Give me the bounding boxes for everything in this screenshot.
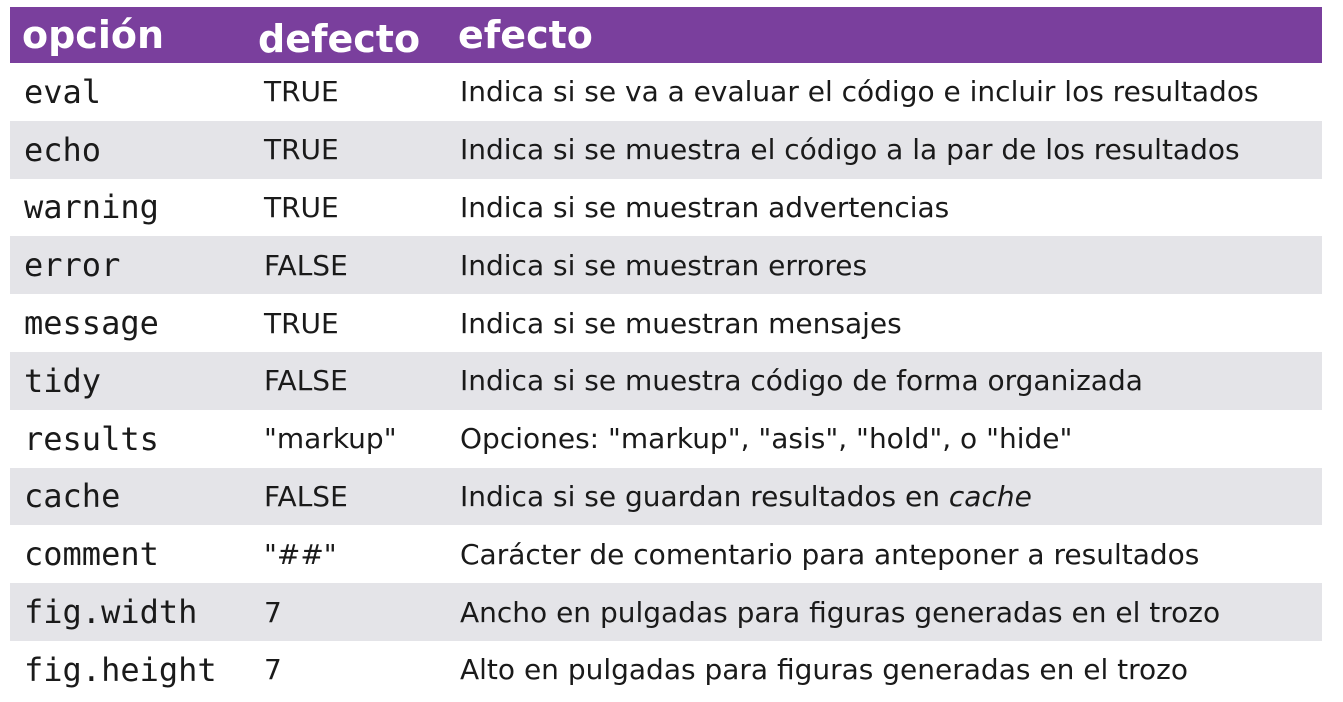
option-cell: eval — [24, 72, 102, 111]
effect-cell: Indica si se muestra el código a la par de los resultados — [460, 133, 1240, 167]
effect-italic-text: cache — [948, 479, 1032, 513]
default-cell: TRUE — [264, 75, 339, 109]
default-cell: "##" — [264, 537, 337, 571]
option-cell: warning — [24, 188, 159, 227]
header-default: defecto — [258, 17, 421, 61]
option-cell: fig.height — [24, 650, 217, 689]
table-header — [10, 7, 1322, 63]
option-cell: fig.width — [24, 593, 198, 632]
option-cell: message — [24, 304, 159, 343]
effect-cell: Opciones: "markup", "asis", "hold", o "hide" — [460, 422, 1073, 456]
table-row — [10, 294, 1322, 352]
option-cell: error — [24, 246, 121, 285]
table-row — [10, 468, 1322, 526]
effect-cell: Ancho en pulgadas para figuras generadas en el trozo — [460, 595, 1221, 629]
default-cell: FALSE — [264, 248, 348, 282]
option-cell: comment — [24, 535, 159, 574]
table-row — [10, 63, 1322, 121]
table-row — [10, 236, 1322, 294]
table-row — [10, 583, 1322, 641]
header-option: opción — [22, 13, 165, 57]
effect-cell: Indica si se muestran advertencias — [460, 190, 950, 224]
table-row — [10, 352, 1322, 410]
table-row — [10, 179, 1322, 237]
option-cell: tidy — [24, 361, 102, 400]
default-cell: TRUE — [264, 133, 339, 167]
table-row — [10, 525, 1322, 583]
effect-cell: Indica si se muestran errores — [460, 248, 868, 282]
option-cell: cache — [24, 477, 121, 516]
table-row — [10, 410, 1322, 468]
effect-cell: Indica si se muestra código de forma organizada — [460, 364, 1143, 398]
effect-cell: Indica si se va a evaluar el código e incluir los resultados — [460, 75, 1259, 109]
table-row — [10, 641, 1322, 699]
option-cell: echo — [24, 130, 102, 169]
default-cell: 7 — [264, 595, 282, 629]
effect-cell: Alto en pulgadas para figuras generadas en el trozo — [460, 653, 1188, 687]
header-effect: efecto — [458, 13, 593, 57]
option-cell: results — [24, 419, 159, 458]
default-cell: 7 — [264, 653, 282, 687]
effect-cell: Carácter de comentario para anteponer a resultados — [460, 537, 1200, 571]
options-table — [10, 7, 1322, 699]
default-cell: TRUE — [264, 190, 339, 224]
effect-cell: Indica si se muestran mensajes — [460, 306, 902, 340]
effect-text: Indica si se guardan resultados en — [460, 479, 949, 513]
default-cell: FALSE — [264, 479, 348, 513]
table-row — [10, 121, 1322, 179]
default-cell: "markup" — [264, 422, 397, 456]
effect-cell — [446, 480, 1322, 513]
default-cell: FALSE — [264, 364, 348, 398]
default-cell: TRUE — [264, 306, 339, 340]
